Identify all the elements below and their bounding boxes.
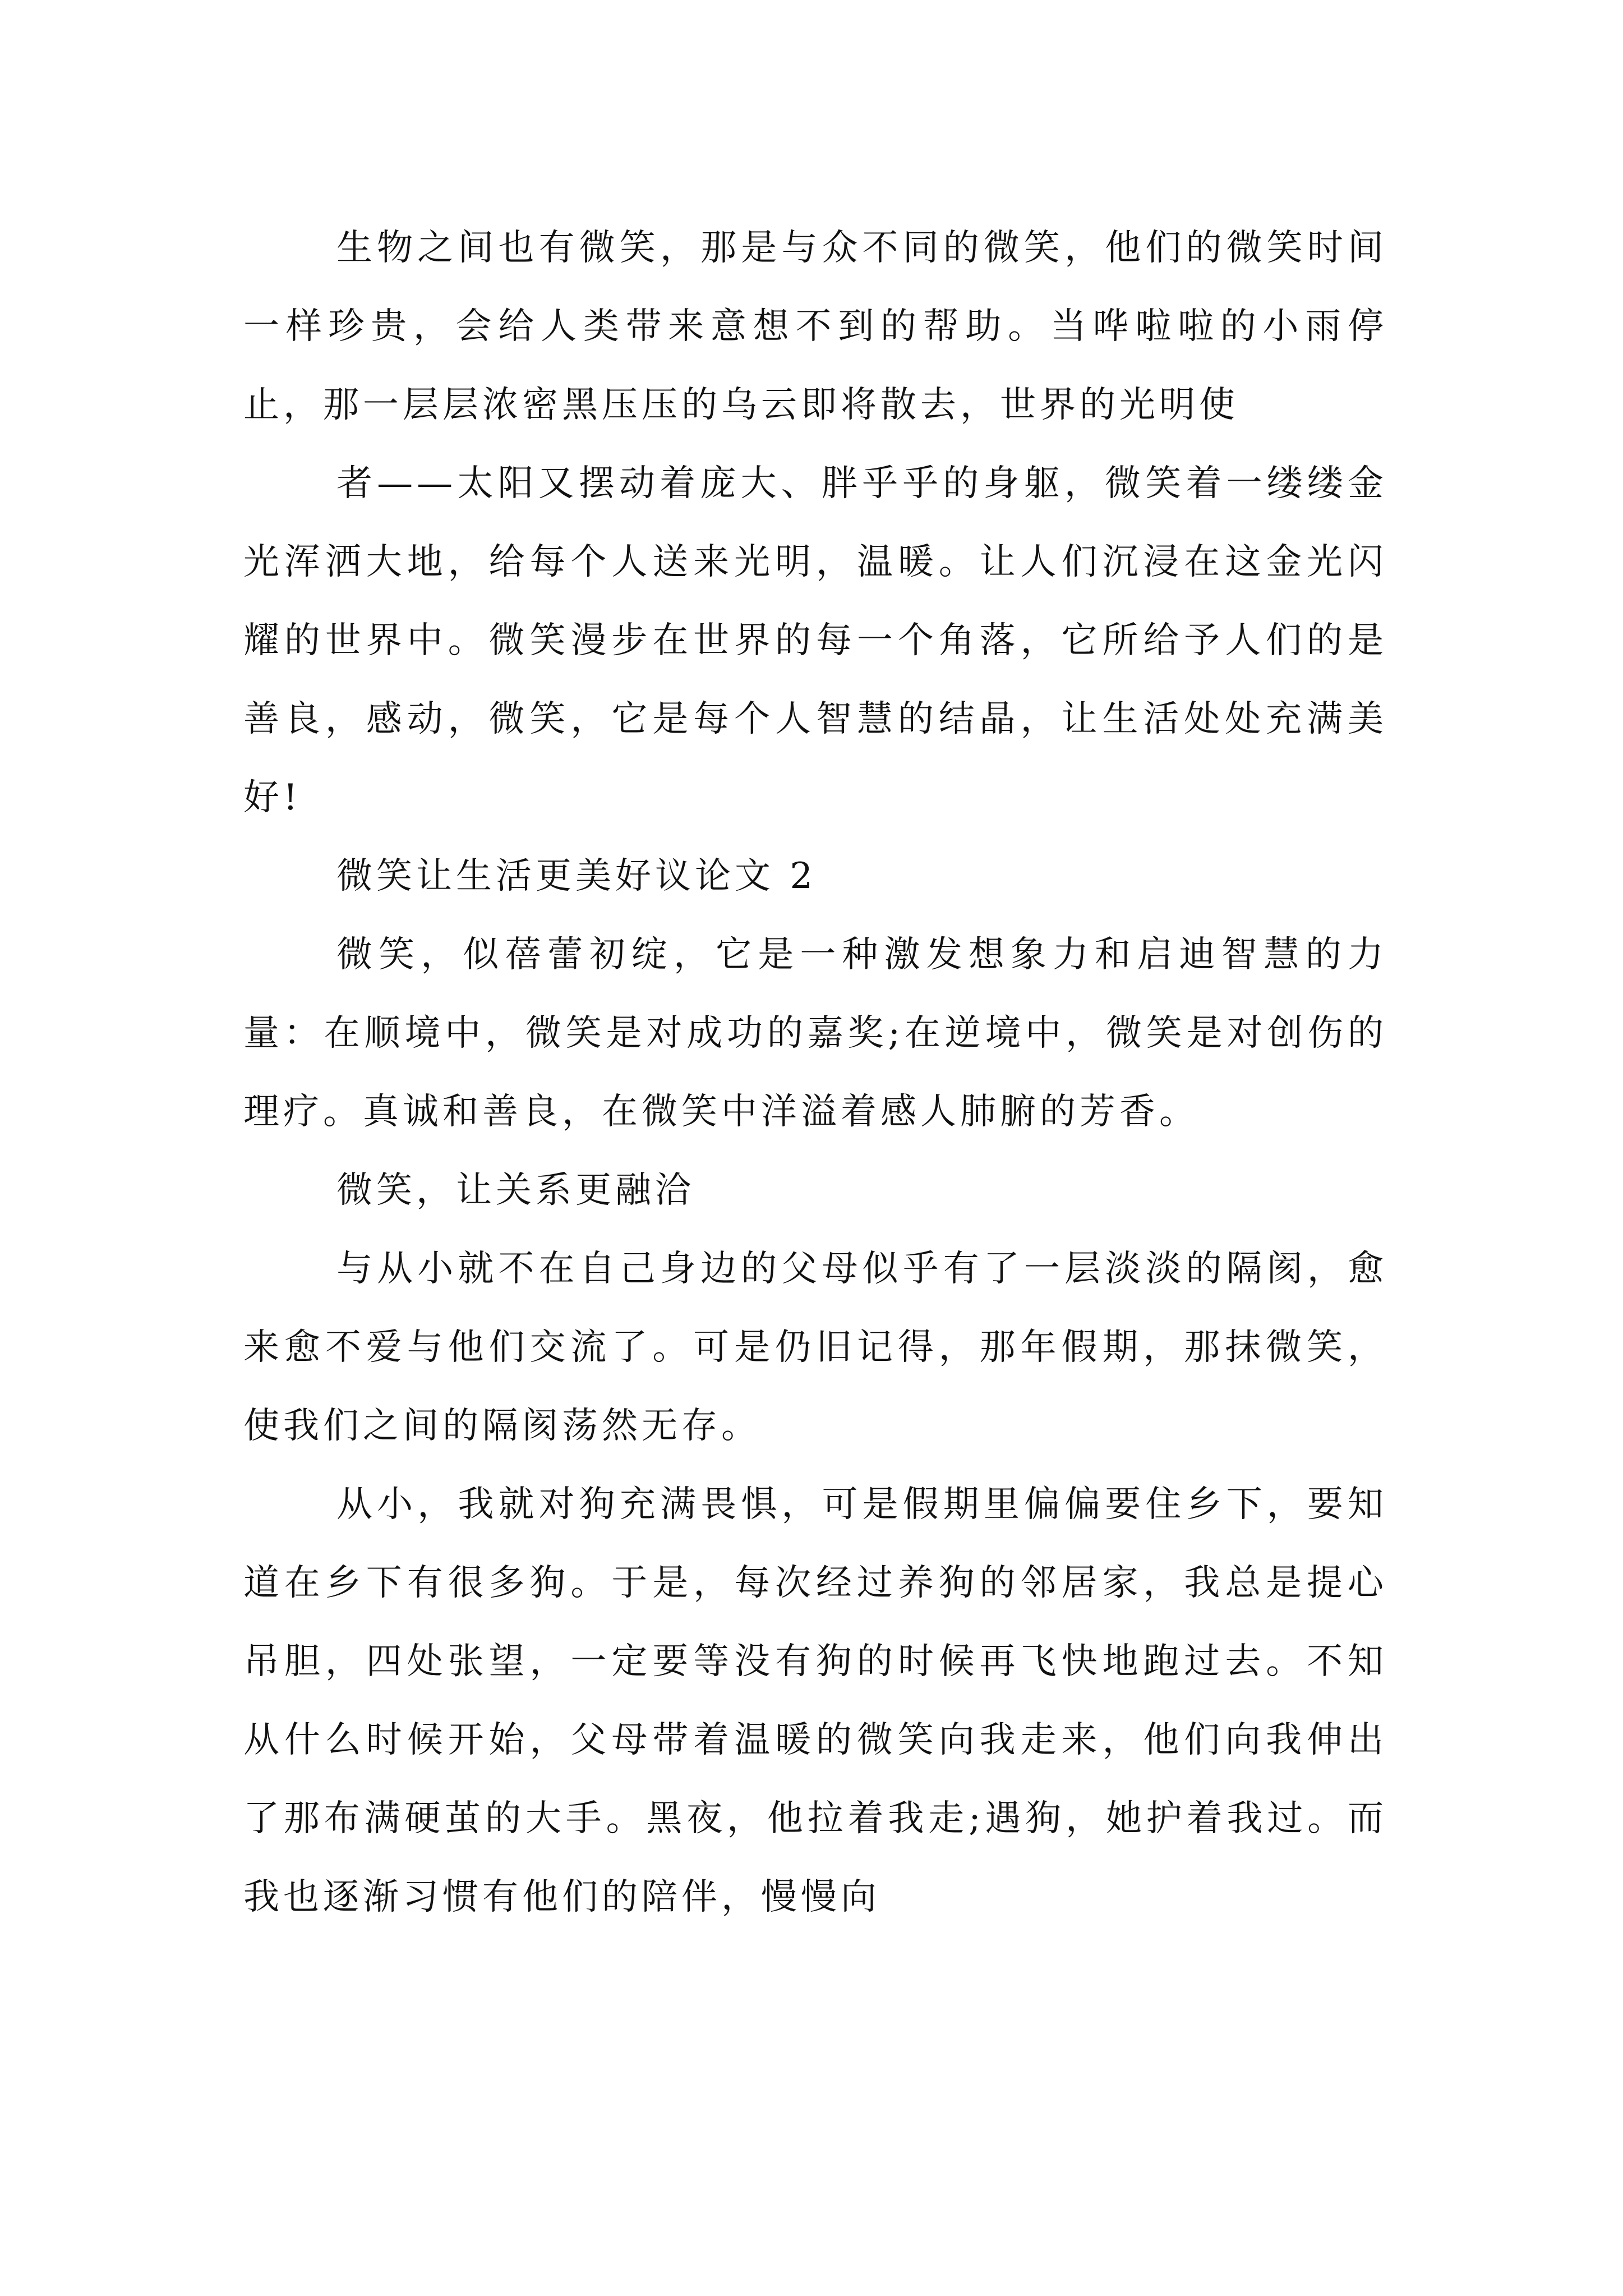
paragraph: 微笑，似蓓蕾初绽，它是一种激发想象力和启迪智慧的力量：在顺境中，微笑是对成功的嘉奖;在逆境中，微笑是对创伤的理疗。真诚和善良，在微笑中洋溢着感人肺腑的芳香。 (243, 934, 1387, 1133)
section-heading: 微笑让生活更美好议论文 2 (336, 855, 817, 897)
paragraph: 生物之间也有微笑，那是与众不同的微笑，他们的微笑时间一样珍贵，会给人类带来意想不到的帮助。当哗啦啦的小雨停止，那一层层浓密黑压压的乌云即将散去，世界的光明使 (243, 227, 1387, 426)
paragraph: 与从小就不在自己身边的父母似乎有了一层淡淡的隔阂，愈来愈不爱与他们交流了。可是仍旧记得，那年假期，那抹微笑，使我们之间的隔阂荡然无存。 (243, 1248, 1387, 1447)
paragraph: 从小，我就对狗充满畏惧，可是假期里偏偏要住乡下，要知道在乡下有很多狗。于是，每次经过养狗的邻居家，我总是提心吊胆，四处张望，一定要等没有狗的时候再飞快地跑过去。不知从什么时候开始，父母带着温暖的微笑向我走来，他们向我伸出了那布满硬茧的大手。黑夜，他拉着我走;遇狗，她护着我过。而我也逐渐习惯有他们的陪伴，慢慢向 (243, 1484, 1387, 1918)
subheading: 微笑，让关系更融洽 (336, 1170, 695, 1211)
paragraph: 者——太阳又摆动着庞大、胖乎乎的身躯，微笑着一缕缕金光浑洒大地，给每个人送来光明，温暖。让人们沉浸在这金光闪耀的世界中。微笑漫步在世界的每一个角落，它所给予人们的是善良，感动，微笑，它是每个人智慧的结晶，让生活处处充满美好! (243, 463, 1387, 818)
document-body (243, 209, 1387, 1936)
